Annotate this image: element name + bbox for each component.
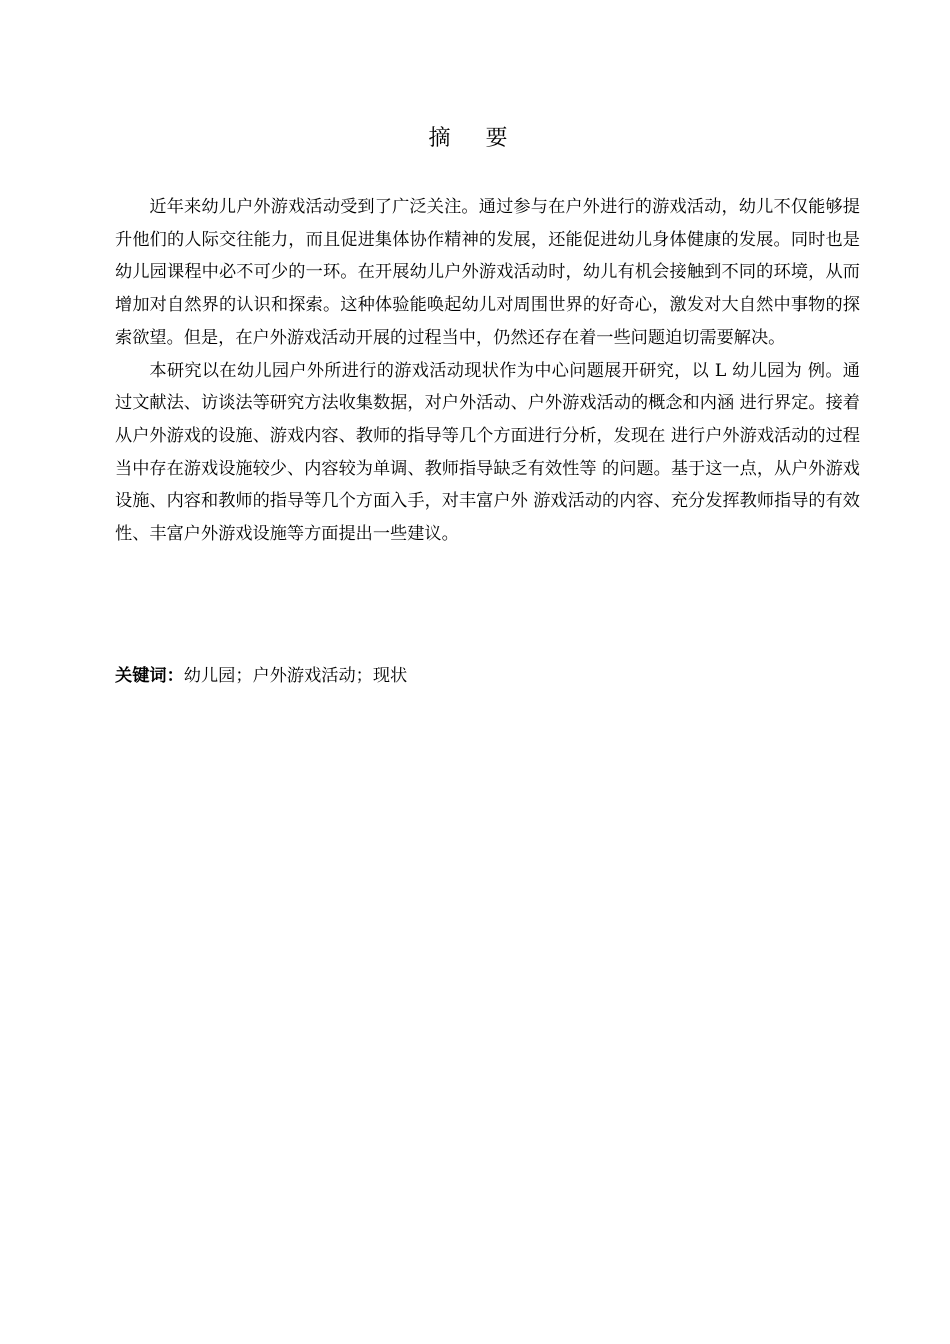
abstract-body [115, 191, 860, 551]
abstract-paragraph-1: 近年来幼儿户外游戏活动受到了广泛关注。通过参与在户外进行的游戏活动，幼儿不仅能够提升他们的人际交往能力，而且促进集体协作精神的发展，还能促进幼儿身体健康的发展。同时也是幼儿园课程中必不可少的一环。在开展幼儿户外游戏活动时，幼儿有机会接触到不同的环境，从而增加对自然界的认识和探索。这种体验能唤起幼儿对周围世界的好奇心，激发对大自然中事物的探索欲望。但是，在户外游戏活动开展的过程当中，仍然还存在着一些问题迫切需要解决。 [115, 197, 860, 348]
keywords-label: 关键词： [115, 666, 184, 686]
abstract-paragraph-2: 本研究以在幼儿园户外所进行的游戏活动现状作为中心问题展开研究，以 L 幼儿园为 例。通过文献法、访谈法等研究方法收集数据，对户外活动、户外游戏活动的概念和内涵 进行界定。接着从户外游戏的设施、游戏内容、教师的指导等几个方面进行分析，发现在 进行户外游戏活动的过程当中存在游戏设施较少、内容较为单调、教师指导缺乏有效性等 的问题。基于这一点，从户外游戏设施、内容和教师的指导等几个方面入手，对丰富户外 游戏活动的内容、充分发挥教师指导的有效性、丰富户外游戏设施等方面提出一些建议。 [115, 360, 860, 545]
keywords-value: 幼儿园；户外游戏活动；现状 [183, 666, 408, 686]
keywords-line [115, 660, 860, 692]
abstract-title: 摘 要 [428, 126, 522, 151]
